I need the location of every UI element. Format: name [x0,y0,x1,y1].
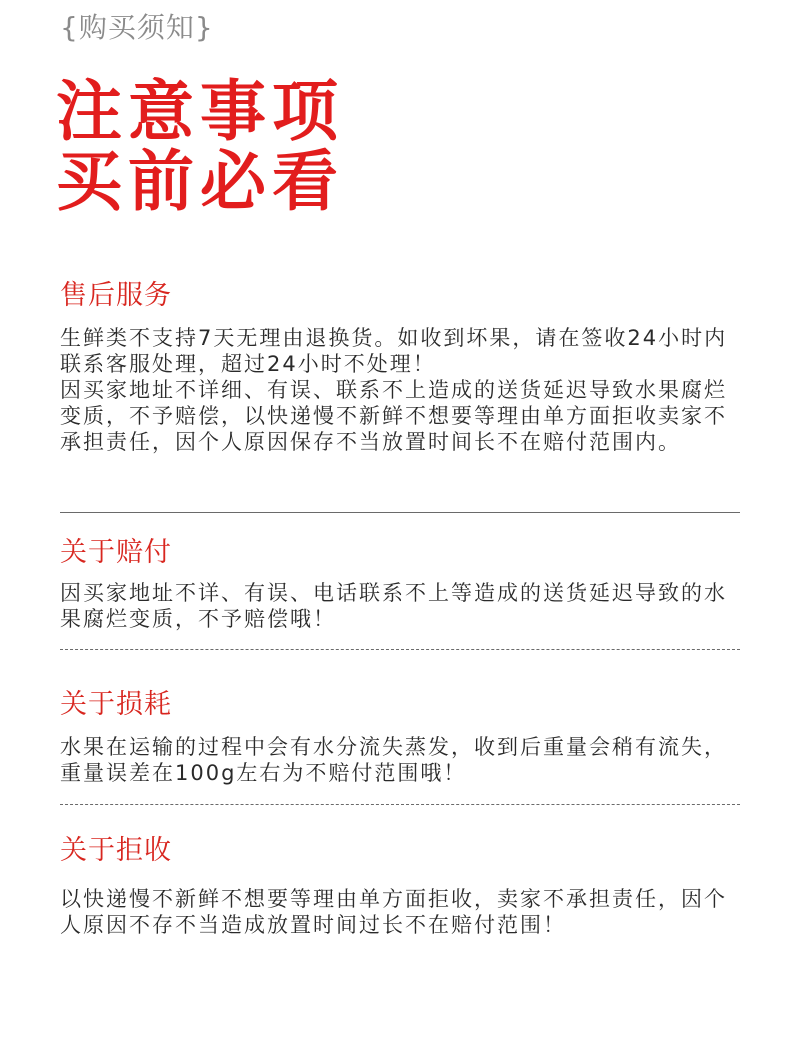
section-title-loss: 关于损耗 [60,689,172,720]
headline-notice: 注意事项 [56,73,344,150]
after-sales-paragraph-2: 因买家地址不详细、有误、联系不上造成的送货延迟导致水果腐烂变质，不予赔偿，以快递慢不新鲜不想要等理由单方面拒收卖家不承担责任，因个人原因保存不当放置时间长不在赔付范围内。 [60,378,727,454]
purchase-notice-tagline: {购买须知} [60,11,214,44]
section-title-refusal: 关于拒收 [60,835,172,866]
section-title-compensation: 关于赔付 [60,537,172,568]
section-body-refusal [60,886,740,938]
section-body-compensation [60,580,740,632]
section-body-loss [60,734,740,786]
after-sales-paragraph-1: 生鲜类不支持7天无理由退换货。如收到坏果，请在签收24小时内联系客服处理，超过24小时不处理！ [60,326,728,376]
loss-paragraph: 水果在运输的过程中会有水分流失蒸发，收到后重量会稍有流失，重量误差在100g左右为不赔付范围哦！ [60,735,727,785]
section-title-after-sales: 售后服务 [60,280,172,311]
section-divider-dashed [60,649,740,650]
section-body-after-sales [60,325,740,455]
headline-read-before-buying: 买前必看 [56,143,344,220]
section-divider-dashed [60,804,740,805]
section-divider-solid [60,512,740,513]
refusal-paragraph: 以快递慢不新鲜不想要等理由单方面拒收，卖家不承担责任，因个人原因不存不当造成放置时间过长不在赔付范围！ [60,887,727,937]
compensation-paragraph: 因买家地址不详、有误、电话联系不上等造成的送货延迟导致的水果腐烂变质，不予赔偿哦！ [60,581,727,631]
